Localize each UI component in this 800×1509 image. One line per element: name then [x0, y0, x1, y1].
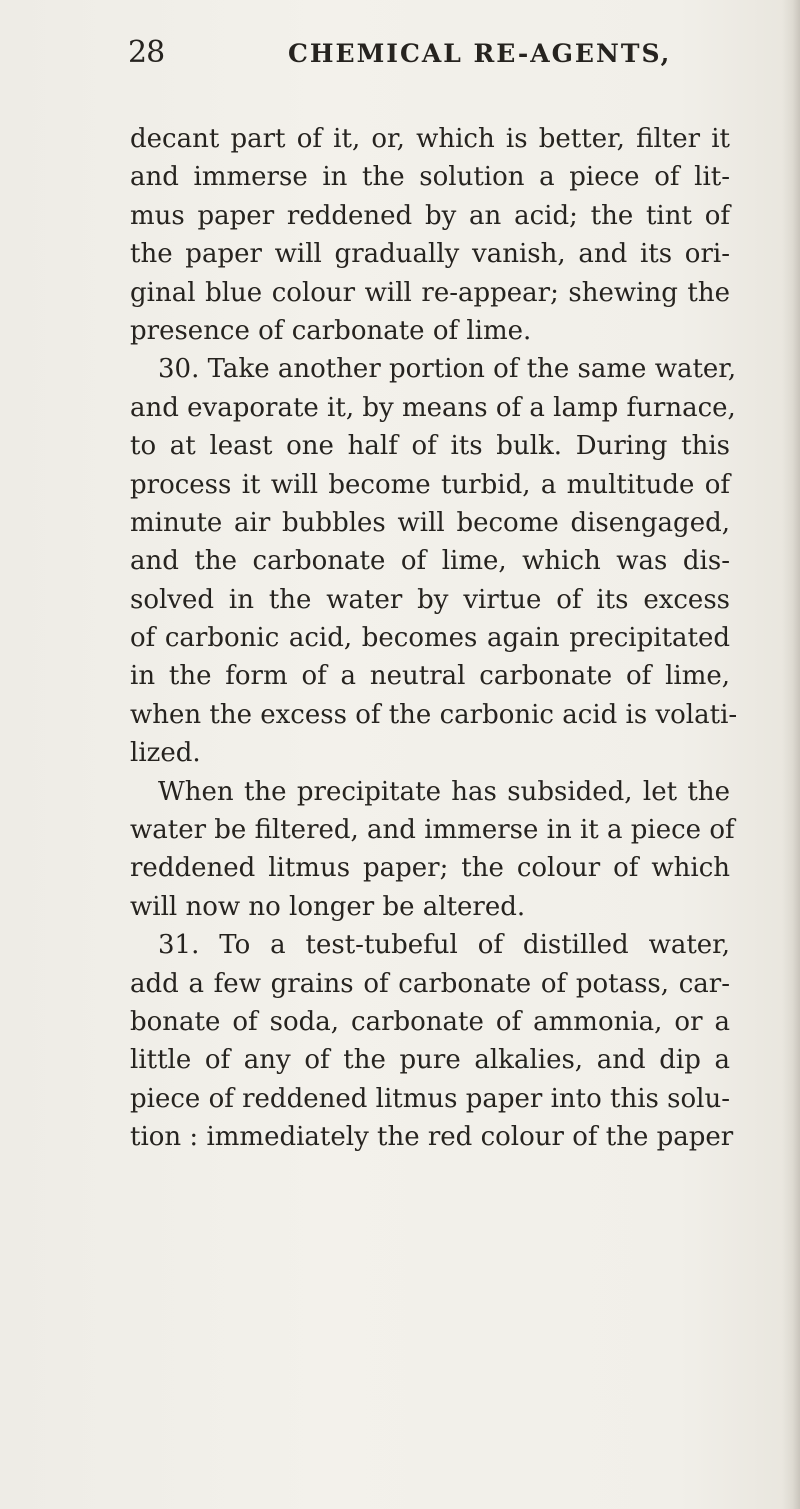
text-line: tion : immediately the red colour of the paper [130, 1122, 734, 1153]
text-line: little of any of the pure alkalies, and dip a [130, 1045, 730, 1076]
text-line: will now no longer be altered. [130, 891, 526, 922]
text-line: to at least one half of its bulk. During this [130, 431, 730, 462]
text-line: presence of carbonate of lime. [130, 315, 532, 346]
paragraph-30-start: 30. Take another portion of the same water, [158, 354, 737, 385]
page-edge-shadow [782, 0, 800, 1509]
text-line: the paper will gradually vanish, and its ori- [130, 239, 730, 270]
text-line: solved in the water by virtue of its excess [130, 584, 730, 615]
paragraph-start: When the precipitate has subsided, let the [158, 776, 730, 807]
text-line: ginal blue colour will re-appear; shewing the [130, 277, 730, 308]
text-line: when the excess of the carbonic acid is volati- [130, 699, 738, 730]
text-line: minute air bubbles will become disengaged, [130, 507, 730, 538]
text-line: lized. [130, 738, 201, 769]
text-line: in the form of a neutral carbonate of lime, [130, 661, 730, 692]
text-line: reddened litmus paper; the colour of which [130, 853, 730, 884]
text-line: bonate of soda, carbonate of ammonia, or a [130, 1006, 730, 1037]
page-number: 28 [128, 35, 165, 70]
body-text [130, 120, 738, 1157]
text-line: add a few grains of carbonate of potass, car- [130, 968, 730, 999]
running-head: CHEMICAL RE-AGENTS, [288, 39, 672, 68]
text-line: process it will become turbid, a multitude of [130, 469, 730, 500]
text-line: mus paper reddened by an acid; the tint of [130, 200, 730, 231]
text-line: and evaporate it, by means of a lamp furnace, [130, 392, 736, 423]
paragraph-31-start: 31. To a test-tubeful of distilled water, [158, 930, 730, 961]
text-line: and the carbonate of lime, which was dis- [130, 546, 730, 577]
text-line: and immerse in the solution a piece of lit- [130, 162, 730, 193]
text-line: of carbonic acid, becomes again precipitated [130, 623, 730, 654]
text-line: water be filtered, and immerse in it a piece of [130, 815, 735, 846]
page-header [128, 35, 688, 75]
text-line: piece of reddened litmus paper into this solu- [130, 1083, 730, 1114]
text-line: decant part of it, or, which is better, filter it [130, 124, 730, 154]
